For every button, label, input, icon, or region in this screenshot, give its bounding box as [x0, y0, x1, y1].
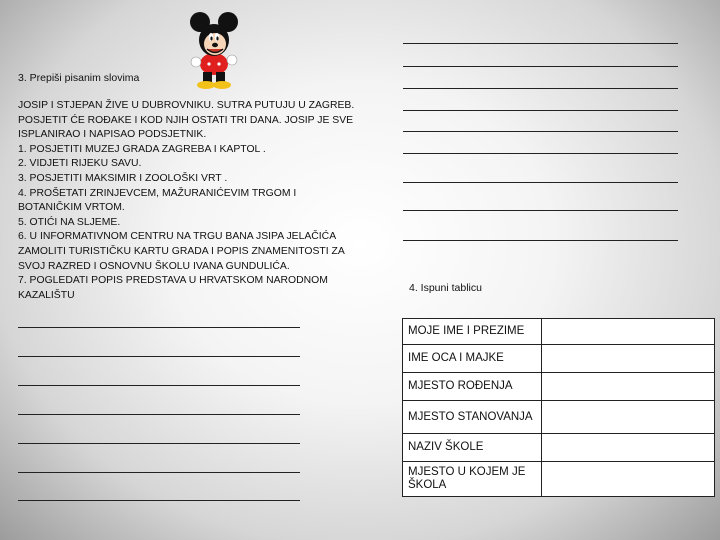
- task-3-text: [18, 99, 355, 303]
- text-line: JOSIP I STJEPAN ŽIVE U DUBROVNIKU. SUTRA PUTUJU U ZAGREB.: [18, 100, 355, 111]
- writing-line[interactable]: [403, 43, 678, 44]
- mickey-mouse-icon: [184, 10, 242, 90]
- text-line: SVOJ RAZRED I OSNOVNU ŠKOLU IVANA GUNDULIĆA.: [18, 260, 290, 272]
- row-label: IME OCA I MAJKE: [403, 345, 542, 373]
- text-line: 1. POSJETITI MUZEJ GRADA ZAGREBA I KAPTOL .: [18, 143, 266, 155]
- text-line: 2. VIDJETI RIJEKU SAVU.: [18, 158, 142, 170]
- row-label: NAZIV ŠKOLE: [403, 434, 542, 462]
- answer-cell[interactable]: [542, 434, 715, 462]
- writing-line[interactable]: [403, 88, 678, 89]
- row-label: MJESTO ROĐENJA: [403, 373, 542, 401]
- table-row: [403, 373, 715, 401]
- text-line: 3. POSJETITI MAKSIMIR I ZOOLOŠKI VRT .: [18, 172, 228, 184]
- text-line: BOTANIČKIM VRTOM.: [18, 202, 125, 214]
- writing-line[interactable]: [403, 66, 678, 67]
- row-label: MOJE IME I PREZIME: [403, 319, 542, 345]
- writing-line[interactable]: [403, 110, 678, 111]
- answer-cell[interactable]: [542, 462, 715, 497]
- row-label: MJESTO STANOVANJA: [403, 401, 542, 434]
- row-label: MJESTO U KOJEM JE ŠKOLA: [403, 462, 542, 497]
- table-row: [403, 434, 715, 462]
- table-row: [403, 401, 715, 434]
- writing-line[interactable]: [403, 131, 678, 132]
- text-line: 6. U INFORMATIVNOM CENTRU NA TRGU BANA JSIPA JELAČIĆA: [18, 231, 337, 243]
- writing-line[interactable]: [403, 182, 678, 183]
- answer-cell[interactable]: [542, 319, 715, 345]
- table-row: [403, 462, 715, 497]
- text-line: 4. PROŠETATI ZRINJEVCEM, MAŽURANIĆEVIM TRGOM I: [18, 187, 297, 199]
- text-line: ZAMOLITI TURISTIČKU KARTU GRADA I POPIS ZNAMENITOSTI ZA: [18, 245, 345, 257]
- writing-line[interactable]: [18, 472, 300, 473]
- writing-line[interactable]: [18, 385, 300, 386]
- writing-line[interactable]: [18, 414, 300, 415]
- writing-line[interactable]: [18, 443, 300, 444]
- text-line: 5. OTIĆI NA SLJEME.: [18, 216, 121, 228]
- writing-line[interactable]: [403, 153, 678, 154]
- task-3-label: 3. Prepiši pisanim slovima: [18, 72, 140, 84]
- task-4-label: 4. Ispuni tablicu: [409, 282, 482, 294]
- answer-cell[interactable]: [542, 345, 715, 373]
- text-line: ISPLANIRAO I NAPISAO PODSJETNIK.: [18, 129, 207, 141]
- writing-line[interactable]: [18, 327, 300, 328]
- personal-info-table: [402, 318, 715, 497]
- text-line: 7. POGLEDATI POPIS PREDSTAVA U HRVATSKOM NARODNOM: [18, 275, 328, 287]
- writing-line[interactable]: [18, 356, 300, 357]
- answer-cell[interactable]: [542, 401, 715, 434]
- writing-line[interactable]: [403, 210, 678, 211]
- text-line: KAZALIŠTU: [18, 289, 75, 301]
- answer-cell[interactable]: [542, 373, 715, 401]
- writing-line[interactable]: [403, 240, 678, 241]
- text-line: POSJETIT ĆE ROĐAKE I KOD NJIH OSTATI TRI DANA. JOSIP JE SVE: [18, 114, 354, 126]
- table-row: [403, 345, 715, 373]
- writing-line[interactable]: [18, 500, 300, 501]
- table-row: [403, 319, 715, 345]
